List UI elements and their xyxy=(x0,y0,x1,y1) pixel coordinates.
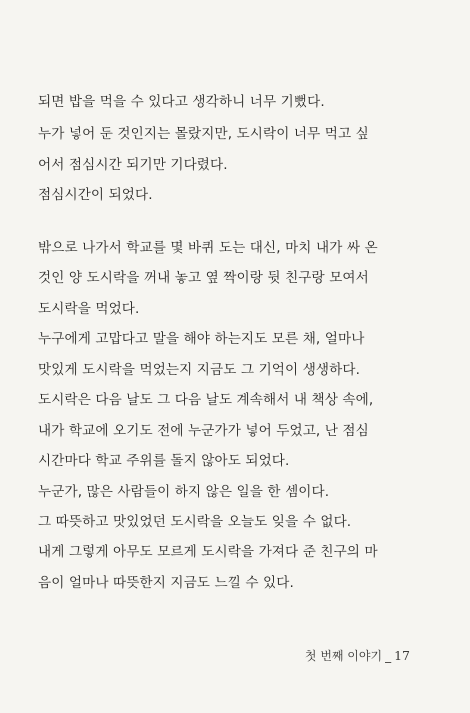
paragraph-2-line-8: 시간마다 학교 주위를 돌지 않아도 되었다. xyxy=(38,453,290,469)
paragraph-2-line-11: 내게 그렇게 아무도 모르게 도시락을 가져다 준 친구의 마 xyxy=(38,544,378,560)
paragraph-2-line-7: 내가 학교에 오기도 전에 누군가가 넣어 두었고, 난 점심 xyxy=(38,423,369,439)
paragraph-2-line-4: 누구에게 고맙다고 말을 해야 하는지도 모른 채, 얼마나 xyxy=(38,331,365,347)
paragraph-2-line-1: 밖으로 나가서 학교를 몇 바퀴 도는 대신, 마치 내가 싸 온 xyxy=(38,240,378,256)
page-number: 17 xyxy=(394,648,410,663)
paragraph-2-line-2: 것인 양 도시락을 꺼내 놓고 옆 짝이랑 뒷 친구랑 모여서 xyxy=(38,270,369,286)
paragraph-1-line-3: 어서 점심시간 되기만 기다렸다. xyxy=(38,157,228,173)
paragraph-2-line-3: 도시락을 먹었다. xyxy=(38,301,140,317)
footer-section-title: 첫 번째 이야기 xyxy=(304,649,383,663)
paragraph-2-line-10: 그 따뜻하고 맛있었던 도시락을 오늘도 잊을 수 없다. xyxy=(38,514,352,530)
paragraph-2-line-9: 누군가, 많은 사람들이 하지 않은 일을 한 셈이다. xyxy=(38,484,330,500)
footer-separator: _ xyxy=(385,649,392,663)
paragraph-2-line-5: 맛있게 도시락을 먹었는지 지금도 그 기억이 생생하다. xyxy=(38,362,361,378)
page-footer xyxy=(305,648,410,664)
paragraph-1-line-2: 누가 넣어 둔 것인지는 몰랐지만, 도시락이 너무 먹고 싶 xyxy=(38,126,369,142)
paragraph-2-line-12: 음이 얼마나 따뜻한지 지금도 느낄 수 있다. xyxy=(38,575,294,591)
paragraph-1-line-1: 되면 밥을 먹을 수 있다고 생각하니 너무 기뻤다. xyxy=(38,94,325,110)
paragraph-1-line-4: 점심시간이 되었다. xyxy=(38,187,153,203)
paragraph-2-line-6: 도시락은 다음 날도 그 다음 날도 계속해서 내 책상 속에, xyxy=(38,392,374,408)
